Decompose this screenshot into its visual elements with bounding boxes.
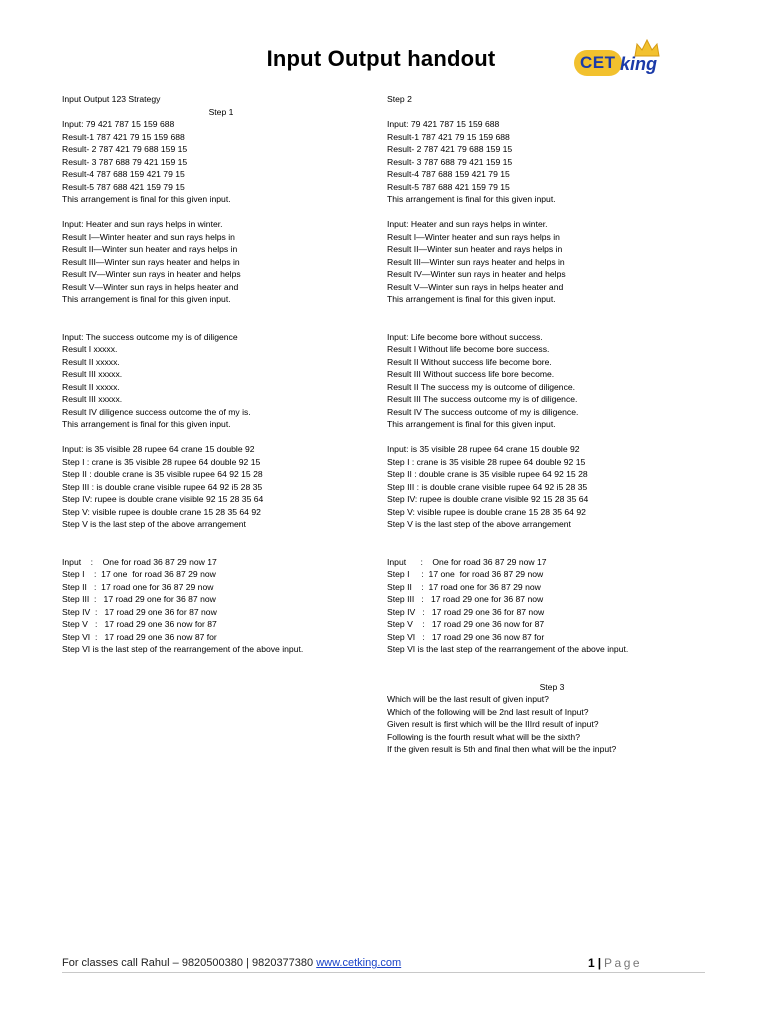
text-line: Result V—Winter sun rays in helps heater and <box>62 281 239 292</box>
cetking-logo <box>574 38 674 80</box>
text-line: This arrangement is final for this given input. <box>387 194 556 204</box>
text-line: Step I : 17 one for road 36 87 29 now <box>62 569 216 579</box>
text-line: Step VI is the last step of the rearrangement of the above input. <box>62 644 304 654</box>
text-line <box>62 543 380 556</box>
text-line: Result-4 787 688 159 421 79 15 <box>62 169 185 179</box>
text-line <box>387 206 717 219</box>
text-line: Input: Heater and sun rays helps in winter. <box>387 219 548 229</box>
text-line: Result II xxxxx. <box>62 381 120 392</box>
text-line: This arrangement is final for this given input. <box>62 194 231 204</box>
text-line: Result IV The success outcome of my is diligence. <box>387 406 579 417</box>
left-column <box>62 93 380 656</box>
text-line: Step II : double crane is 35 visible rupee 64 92 15 28 <box>62 469 263 479</box>
text-line <box>387 668 717 681</box>
text-line: Result II xxxxx. <box>62 356 120 367</box>
text-line: Step III : 17 road 29 one for 36 87 now <box>62 594 216 604</box>
text-line: Step IV : 17 road 29 one 36 for 87 now <box>387 606 545 617</box>
text-line <box>387 656 717 669</box>
website-link[interactable]: www.cetking.com <box>316 957 402 969</box>
text-line: Given result is first which will be the IIIrd result of input? <box>387 719 599 729</box>
text-line: Step V: visible rupee is double crane 15 28 35 64 92 <box>62 506 261 517</box>
text-line: Step IV: rupee is double crane visible 92 15 28 35 64 <box>62 494 264 504</box>
text-line <box>62 531 380 544</box>
text-line <box>62 431 380 444</box>
text-line: Result III—Winter sun rays heater and helps in <box>387 256 565 267</box>
text-line: Step VI is the last step of the rearrangement of the above input. <box>387 644 629 654</box>
page-word: Page <box>604 956 643 970</box>
text-line: Following is the fourth result what will be the sixth? <box>387 731 580 742</box>
text-line: Result-1 787 421 79 15 159 688 <box>387 131 510 142</box>
text-line: Input: Life become bore without success. <box>387 331 543 342</box>
text-line: Step III : is double crane visible rupee 64 92 i5 28 35 <box>387 481 588 492</box>
text-line: Step V is the last step of the above arrangement <box>62 519 246 529</box>
text-line: Result III—Winter sun rays heater and helps in <box>62 256 240 267</box>
text-line: Step V is the last step of the above arrangement <box>387 519 571 529</box>
text-line: If the given result is 5th and final then what will be the input? <box>387 744 617 754</box>
text-line: Result I xxxxx. <box>62 344 118 354</box>
text-line: Step VI : 17 road 29 one 36 now 87 for <box>62 631 217 642</box>
text-line: Result IV diligence success outcome the of my is. <box>62 406 251 417</box>
logo-cet-badge <box>574 50 622 76</box>
text-line <box>387 543 717 556</box>
text-line: Result- 2 787 421 79 688 159 15 <box>62 144 188 154</box>
step-heading: Step 1 <box>208 106 234 117</box>
text-line <box>62 306 380 319</box>
text-line: Input: is 35 visible 28 rupee 64 crane 15 double 92 <box>387 444 580 454</box>
text-line <box>387 531 717 544</box>
text-line: Input: The success outcome my is of diligence <box>62 331 238 342</box>
text-line: Result III The success outcome my is of diligence. <box>387 394 578 404</box>
text-line: Result-5 787 688 421 159 79 15 <box>387 181 510 192</box>
text-line: Step IV : 17 road 29 one 36 for 87 now <box>62 606 217 617</box>
text-line: Result II—Winter sun heater and rays helps in <box>62 244 238 254</box>
text-line: Result I—Winter heater and sun rays helps in <box>387 231 560 242</box>
text-line: Step VI : 17 road 29 one 36 now 87 for <box>387 631 545 642</box>
page-indicator <box>588 956 642 970</box>
text-line: Result II The success my is outcome of diligence. <box>387 381 576 392</box>
text-line <box>387 318 717 331</box>
text-line <box>387 431 717 444</box>
text-line: Result V—Winter sun rays in helps heater and <box>387 281 564 292</box>
text-line: Step IV: rupee is double crane visible 92 15 28 35 64 <box>387 494 589 504</box>
text-line: This arrangement is final for this given input. <box>387 419 556 429</box>
text-line: Step I : crane is 35 visible 28 rupee 64 double 92 15 <box>387 456 586 467</box>
text-line: Result III xxxxx. <box>62 394 123 404</box>
text-line <box>62 206 380 219</box>
text-line: Result- 2 787 421 79 688 159 15 <box>387 144 513 154</box>
text-line: Result- 3 787 688 79 421 159 15 <box>62 156 188 167</box>
text-line: Input: is 35 visible 28 rupee 64 crane 15 double 92 <box>62 444 255 454</box>
text-line: Result III xxxxx. <box>62 369 123 379</box>
text-line: Result I—Winter heater and sun rays helps in <box>62 231 235 242</box>
text-line: Result-5 787 688 421 159 79 15 <box>62 181 185 192</box>
text-line <box>62 318 380 331</box>
page-separator: | <box>597 956 602 970</box>
text-line: Input Output 123 Strategy <box>62 94 161 104</box>
text-line: Result II—Winter sun heater and rays helps in <box>387 244 563 254</box>
text-line: Result IV—Winter sun rays in heater and helps <box>62 269 241 279</box>
text-line: Step V: visible rupee is double crane 15 28 35 64 92 <box>387 506 586 517</box>
text-line: Result III Without success life bore become. <box>387 369 555 379</box>
text-line: Step III : is double crane visible rupee 64 92 i5 28 35 <box>62 481 263 492</box>
text-line: Step V : 17 road 29 one 36 now for 87 <box>62 619 217 629</box>
text-line: Result- 3 787 688 79 421 159 15 <box>387 156 513 167</box>
footer-contact <box>62 957 401 969</box>
text-line: Which of the following will be 2nd last result of Input? <box>387 706 589 717</box>
logo-cet-text: CET <box>580 53 616 72</box>
page-title: Input Output handout <box>266 46 496 71</box>
text-line <box>387 106 717 119</box>
text-line: Result IV—Winter sun rays in heater and helps <box>387 269 566 279</box>
text-line: Input: 79 421 787 15 159 688 <box>62 119 175 129</box>
text-line <box>387 306 717 319</box>
text-line: Input : One for road 36 87 29 now 17 <box>387 556 547 567</box>
text-line: Step I : crane is 35 visible 28 rupee 64 double 92 15 <box>62 456 261 467</box>
logo-king-text: king <box>620 54 658 74</box>
text-line: Input: 79 421 787 15 159 688 <box>387 119 500 129</box>
page-number: 1 <box>588 956 595 970</box>
text-line: Result-1 787 421 79 15 159 688 <box>62 131 185 142</box>
footer-contact-text: For classes call Rahul – 9820500380 | 9820377380 <box>62 957 317 969</box>
text-line: Step III : 17 road 29 one for 36 87 now <box>387 594 544 604</box>
text-line: Step V : 17 road 29 one 36 now for 87 <box>387 619 545 629</box>
text-line: Step II : double crane is 35 visible rupee 64 92 15 28 <box>387 469 588 479</box>
text-line: Result I Without life become bore success. <box>387 344 550 354</box>
text-line: Step II : 17 road one for 36 87 29 now <box>387 581 541 592</box>
text-line: Step 2 <box>387 94 412 104</box>
text-line: Input : One for road 36 87 29 now 17 <box>62 556 217 567</box>
text-line: Result II Without success life become bore. <box>387 356 552 367</box>
text-line: This arrangement is final for this given input. <box>62 419 231 429</box>
step-heading: Step 3 <box>539 681 565 692</box>
right-column <box>387 93 717 756</box>
text-line: Which will be the last result of given input? <box>387 694 549 704</box>
footer-divider <box>62 972 705 973</box>
text-line: Result-4 787 688 159 421 79 15 <box>387 169 510 179</box>
text-line: This arrangement is final for this given input. <box>62 294 231 304</box>
text-line: Step II : 17 road one for 36 87 29 now <box>62 581 214 592</box>
text-line: This arrangement is final for this given input. <box>387 294 556 304</box>
text-line: Input: Heater and sun rays helps in winter. <box>62 219 223 229</box>
text-line: Step I : 17 one for road 36 87 29 now <box>387 569 544 579</box>
